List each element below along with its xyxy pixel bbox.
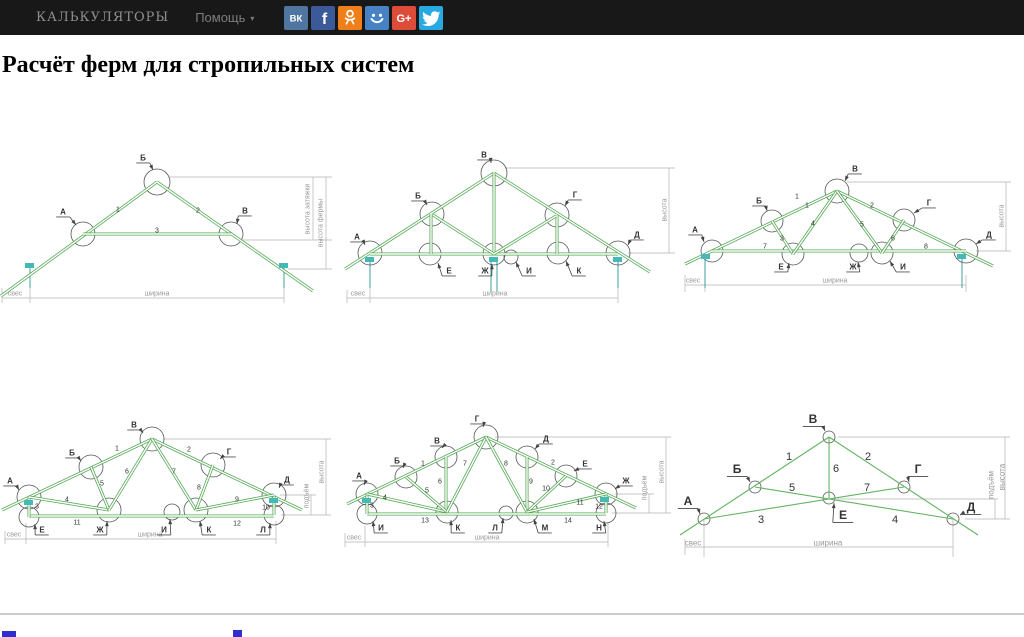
svg-text:подъём: подъём <box>303 483 311 509</box>
svg-text:К: К <box>576 266 582 276</box>
svg-text:Л: Л <box>492 523 498 533</box>
svg-text:2: 2 <box>187 446 191 454</box>
footer-divider <box>0 613 1024 615</box>
svg-text:Б: Б <box>69 448 75 458</box>
svg-text:Л: Л <box>260 525 266 535</box>
svg-text:В: В <box>434 436 440 446</box>
svg-text:Ж: Ж <box>849 262 857 272</box>
svg-text:Г: Г <box>926 198 932 208</box>
truss-diagram-3[interactable] <box>685 140 1024 312</box>
svg-text:ширина: ширина <box>813 538 843 548</box>
svg-text:В: В <box>852 164 858 174</box>
svg-text:Е: Е <box>778 262 784 272</box>
svg-text:6: 6 <box>891 235 895 243</box>
svg-text:Б: Б <box>415 191 421 201</box>
brand-link[interactable]: КАЛЬКУЛЯТОРЫ <box>36 10 170 25</box>
svg-text:Г: Г <box>572 190 578 200</box>
svg-text:ширина: ширина <box>822 277 848 285</box>
svg-text:14: 14 <box>564 517 572 525</box>
svg-text:Д: Д <box>986 230 992 240</box>
svg-text:11: 11 <box>73 519 81 527</box>
truss-diagram-5[interactable] <box>345 408 680 573</box>
svg-text:высота фермы: высота фермы <box>317 198 325 248</box>
svg-text:ширина: ширина <box>482 290 508 298</box>
svg-text:4: 4 <box>811 220 815 228</box>
svg-text:3: 3 <box>35 503 39 511</box>
svg-text:1: 1 <box>421 460 425 468</box>
svg-text:М: М <box>541 523 549 533</box>
svg-text:G+: G+ <box>396 12 412 25</box>
truss-diagram-6[interactable] <box>680 405 1024 575</box>
svg-text:9: 9 <box>529 478 533 486</box>
svg-text:11: 11 <box>576 499 584 507</box>
svg-text:1: 1 <box>785 451 793 463</box>
svg-text:4: 4 <box>383 494 387 502</box>
svg-text:Е: Е <box>39 525 45 535</box>
svg-text:3: 3 <box>370 502 374 510</box>
svg-text:Д: Д <box>634 230 640 240</box>
svg-text:свес: свес <box>685 277 701 285</box>
svg-text:Е: Е <box>838 508 848 522</box>
svg-text:подъём: подъём <box>641 475 649 501</box>
svg-text:7: 7 <box>172 468 176 476</box>
svg-text:Г: Г <box>914 462 922 476</box>
svg-text:Б: Б <box>732 462 742 476</box>
svg-text:4: 4 <box>891 514 899 526</box>
svg-text:3: 3 <box>757 514 765 526</box>
svg-text:Ж: Ж <box>481 266 489 276</box>
svg-text:5: 5 <box>100 480 104 488</box>
svg-text:Д: Д <box>966 500 976 514</box>
svg-text:12: 12 <box>595 503 603 511</box>
svg-text:В: В <box>481 150 487 160</box>
svg-text:И: И <box>526 266 532 276</box>
svg-text:Е: Е <box>446 266 452 276</box>
svg-text:3: 3 <box>155 227 159 235</box>
svg-text:6: 6 <box>125 468 129 476</box>
svg-text:2: 2 <box>870 202 874 210</box>
svg-text:свес: свес <box>346 534 362 542</box>
svg-text:ВК: ВК <box>290 13 303 24</box>
svg-text:7: 7 <box>763 243 767 251</box>
svg-text:9: 9 <box>235 496 239 504</box>
clipped-link-fragment[interactable] <box>233 630 242 637</box>
svg-text:Б: Б <box>140 153 146 163</box>
svg-text:свес: свес <box>350 290 366 298</box>
svg-text:1: 1 <box>115 445 119 453</box>
svg-text:10: 10 <box>542 485 550 493</box>
svg-text:2: 2 <box>551 459 555 467</box>
svg-text:А: А <box>356 471 362 481</box>
chevron-down-icon: ▾ <box>250 14 255 23</box>
svg-text:6: 6 <box>832 463 840 475</box>
svg-text:Ж: Ж <box>96 525 104 535</box>
truss-diagram-4[interactable] <box>0 408 340 573</box>
svg-text:высота: высота <box>658 460 666 484</box>
svg-text:высота затяжки: высота затяжки <box>304 183 312 235</box>
truss-diagram-1[interactable] <box>0 140 335 312</box>
svg-text:И: И <box>161 525 167 535</box>
svg-text:А: А <box>7 476 13 486</box>
svg-text:7: 7 <box>463 460 467 468</box>
svg-text:А: А <box>60 207 66 217</box>
svg-text:И: И <box>900 262 906 272</box>
svg-text:ширина: ширина <box>144 290 170 298</box>
svg-text:1: 1 <box>116 206 120 214</box>
svg-text:7: 7 <box>863 482 871 494</box>
svg-text:8: 8 <box>924 243 928 251</box>
svg-text:Б: Б <box>394 456 400 466</box>
svg-text:А: А <box>354 232 360 242</box>
svg-text:4: 4 <box>65 496 69 504</box>
svg-text:В: В <box>131 420 137 430</box>
svg-text:2: 2 <box>196 207 200 215</box>
svg-text:ширина: ширина <box>137 531 163 539</box>
svg-text:В: В <box>242 206 248 216</box>
svg-text:А: А <box>692 225 698 235</box>
svg-text:Д: Д <box>543 434 549 444</box>
svg-text:высота: высота <box>318 460 326 484</box>
svg-text:свес: свес <box>6 531 22 539</box>
svg-text:свес: свес <box>684 538 702 548</box>
svg-text:свес: свес <box>7 290 23 298</box>
help-menu-label: Помощь <box>195 10 246 25</box>
svg-text:12: 12 <box>233 520 241 528</box>
svg-text:8: 8 <box>504 460 508 468</box>
svg-text:ширина: ширина <box>474 534 500 542</box>
svg-text:Е: Е <box>582 459 588 469</box>
svg-text:В: В <box>808 412 818 426</box>
svg-text:8: 8 <box>197 484 201 492</box>
svg-text:13: 13 <box>421 517 429 525</box>
svg-text:подъём: подъём <box>986 470 996 500</box>
svg-text:1: 1 <box>805 202 809 210</box>
svg-text:Д: Д <box>284 475 290 485</box>
svg-text:6: 6 <box>438 478 442 486</box>
svg-text:Г: Г <box>474 414 480 424</box>
svg-text:высота: высота <box>661 198 669 222</box>
svg-text:высота: высота <box>997 463 1007 491</box>
svg-text:1: 1 <box>795 193 799 201</box>
svg-text:5: 5 <box>860 221 864 229</box>
svg-text:10: 10 <box>262 504 270 512</box>
truss-diagram-2[interactable] <box>345 140 680 312</box>
svg-text:Б: Б <box>756 196 762 206</box>
svg-text:2: 2 <box>864 451 872 463</box>
svg-text:3: 3 <box>780 235 784 243</box>
page-title: Расчёт ферм для стропильных систем <box>2 52 415 78</box>
svg-text:Г: Г <box>226 447 232 457</box>
svg-text:А: А <box>683 494 693 508</box>
svg-text:5: 5 <box>425 487 429 495</box>
svg-text:f: f <box>322 10 328 28</box>
clipped-link-fragment[interactable] <box>2 631 16 637</box>
svg-text:5: 5 <box>788 482 796 494</box>
svg-text:Ж: Ж <box>622 476 630 486</box>
svg-text:высота: высота <box>998 204 1006 228</box>
svg-text:К: К <box>206 525 212 535</box>
svg-text:Н: Н <box>596 523 602 533</box>
svg-text:К: К <box>455 523 461 533</box>
svg-text:И: И <box>378 523 384 533</box>
